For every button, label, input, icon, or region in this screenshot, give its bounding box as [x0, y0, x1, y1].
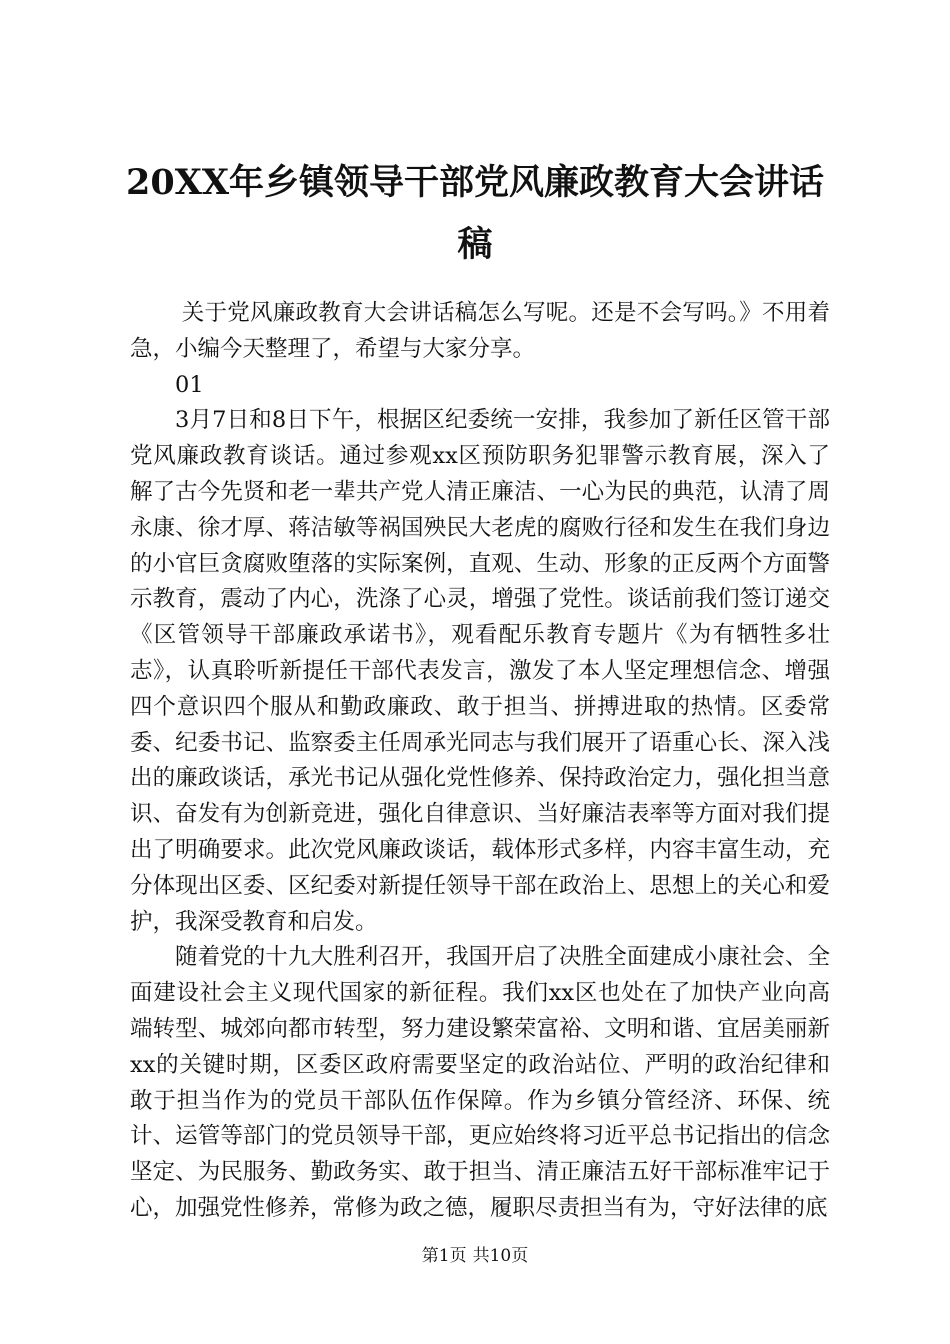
body-paragraph: 随着党的十九大胜利召开，我国开启了决胜全面建成小康社会、全面建设社会主义现代国家的新征程。我们xx区也处在了加快产业向高端转型、城郊向都市转型，努力建设繁荣富裕、文明和谐、宜居美丽新xx的关键时期，区委区政府需要坚定的政治站位、严明的政治纪律和敢于担当作为的党员干部队伍作保障。作为乡镇分管经济、环保、统计、运管等部门的党员领导干部，更应始终将习近平总书记指出的信念坚定、为民服务、勤政务实、敢于担当、清正廉洁五好干部标准牢记于心，加强党性修养，常修为政之德，履职尽责担当有为，守好法律的底	[130, 944, 830, 1221]
current-page-label: 第1页	[421, 1246, 467, 1266]
document-body	[130, 296, 830, 1227]
page-footer	[0, 1244, 950, 1268]
section-number: 01	[175, 371, 204, 398]
body-paragraph: 3月7日和8日下午，根据区纪委统一安排，我参加了新任区管干部党风廉政教育谈话。通过参观xx区预防职务犯罪警示教育展，深入了解了古今先贤和老一辈共产党人清正廉洁、一心为民的典范，认清了周永康、徐才厚、蒋洁敏等祸国殃民大老虎的腐败行径和发生在我们身边的小官巨贪腐败堕落的实际案例，直观、生动、形象的正反两个方面警示教育，震动了内心，洗涤了心灵，增强了党性。谈话前我们签订递交《区管领导干部廉政承诺书》，观看配乐教育专题片《为有牺牲多壮志》，认真聆听新提任干部代表发言，激发了本人坚定理想信念、增强四个意识四个服从和勤政廉政、敢于担当、拼搏进取的热情。区委常委、纪委书记、监察委主任周承光同志与我们展开了语重心长、深入浅出的廉政谈话，承光书记从强化党性修养、保持政治定力，强化担当意识、奋发有为创新竞进，强化自律意识、当好廉洁表率等方面对我们提出了明确要求。此次党风廉政谈话，载体形式多样，内容丰富生动，充分体现出区委、区纪委对新提任领导干部在政治上、思想上的关心和爱护，我深受教育和启发。	[130, 407, 830, 935]
total-pages-label: 共10页	[472, 1246, 529, 1266]
document-title: 20XX年乡镇领导干部党风廉政教育大会讲话稿	[125, 162, 825, 265]
intro-paragraph: 关于党风廉政教育大会讲话稿怎么写呢。还是不会写吗。》不用着急，小编今天整理了，希望与大家分享。	[130, 300, 830, 362]
